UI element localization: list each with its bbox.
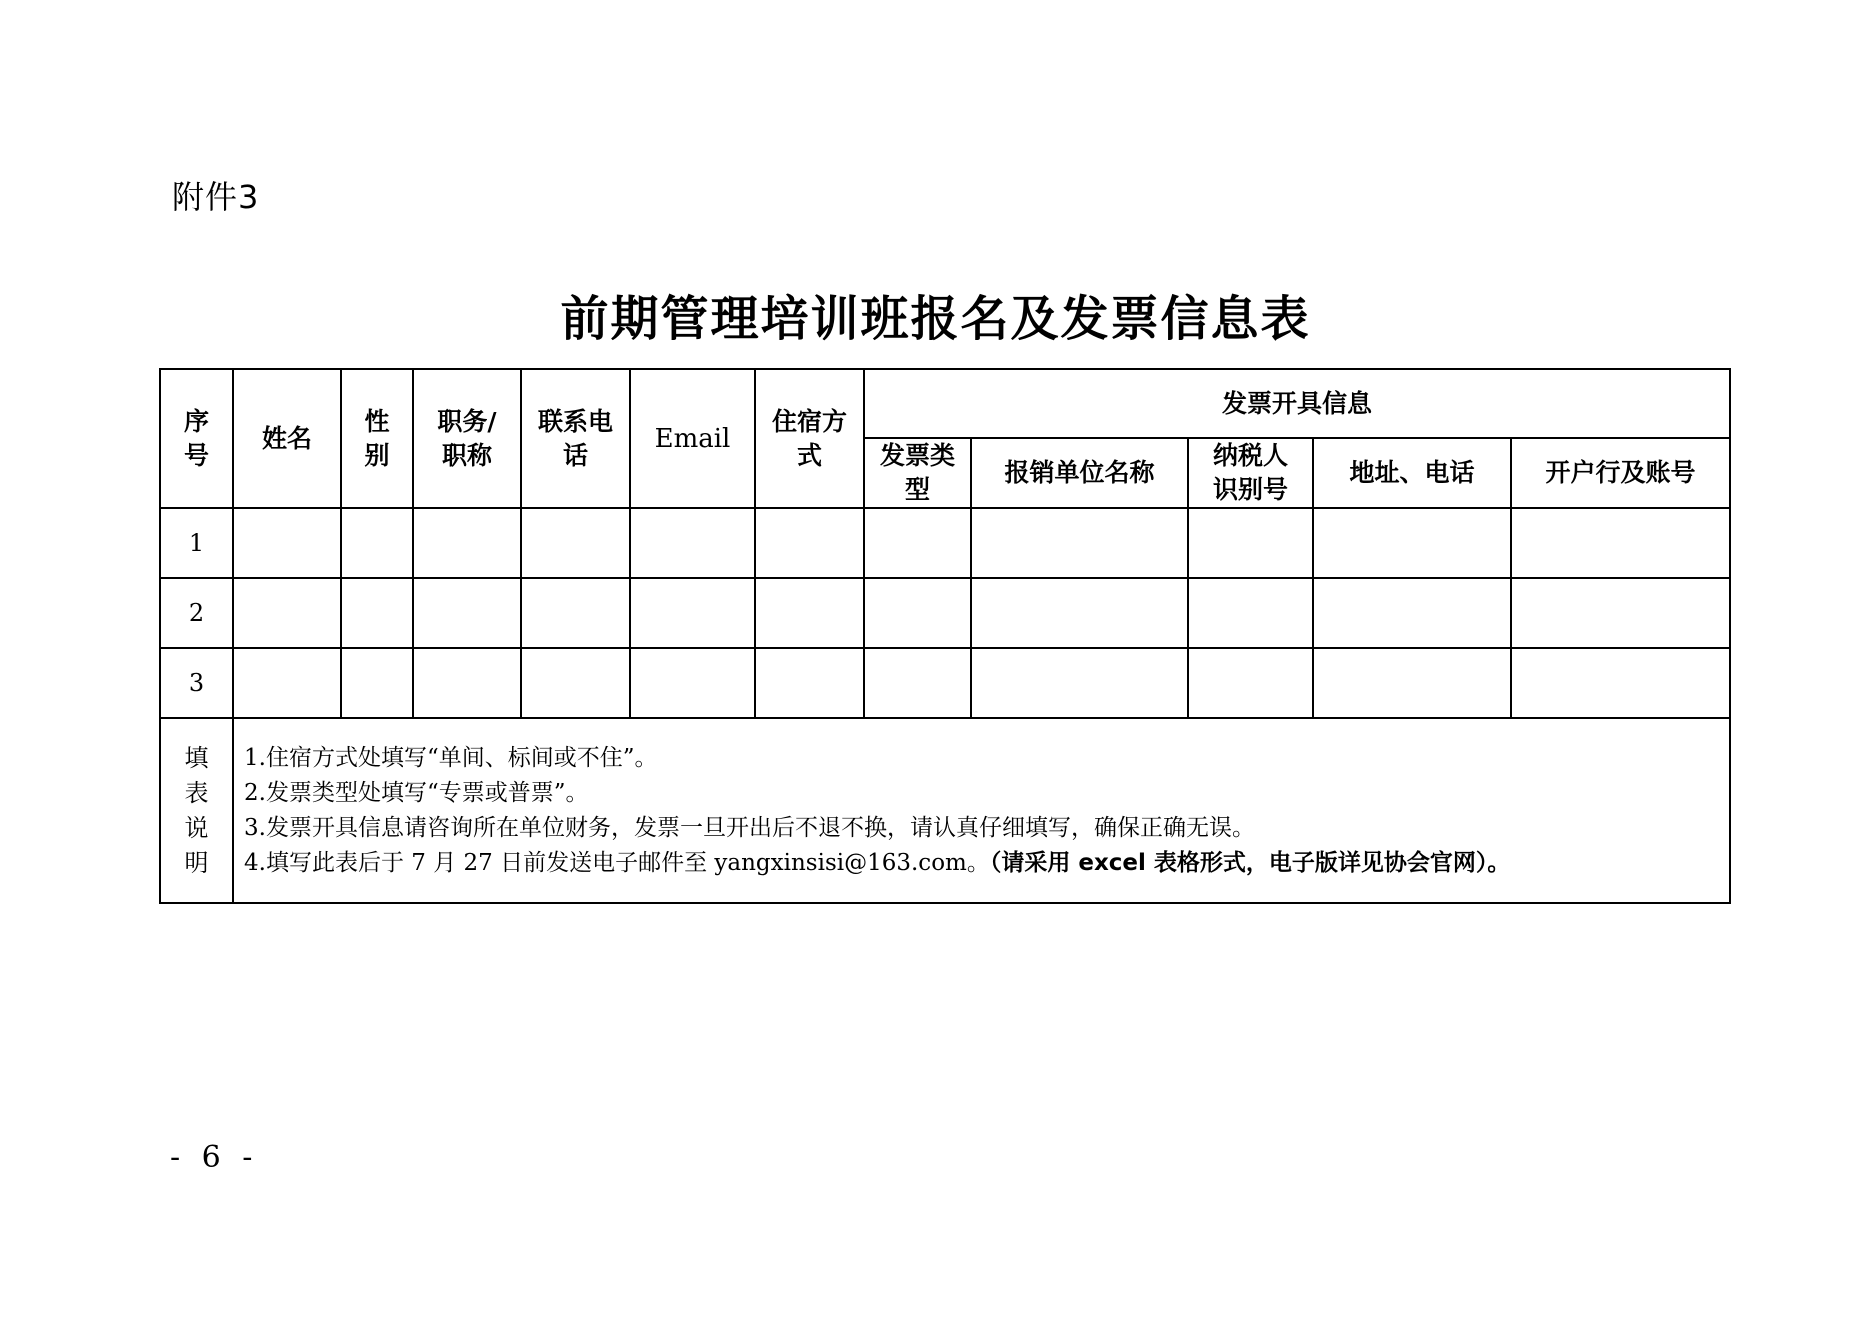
header-position	[413, 369, 521, 508]
header-bank-account-text: 开户行及账号	[1545, 458, 1696, 487]
header-invoice-group	[864, 369, 1730, 438]
notes-content	[233, 718, 1730, 903]
gender-cell[interactable]	[341, 648, 413, 718]
phone-cell[interactable]	[521, 508, 630, 578]
notes-label	[160, 718, 233, 903]
header-address-phone-text: 地址、电话	[1349, 458, 1475, 487]
lodging-cell[interactable]	[755, 508, 864, 578]
email-cell[interactable]	[630, 508, 755, 578]
email-cell[interactable]	[630, 648, 755, 718]
notes-label-char: 表	[184, 778, 209, 807]
attachment-label: 附件3	[172, 178, 260, 216]
bank-account-cell[interactable]	[1511, 508, 1730, 578]
header-seq-line2: 号	[183, 440, 209, 470]
table-row	[160, 648, 1730, 718]
header-bank-account	[1511, 438, 1730, 508]
registration-table	[159, 368, 1731, 904]
note-line-4-plain: 4.填写此表后于 7 月 27 日前发送电子邮件至 yangxinsisi@163.com。	[244, 849, 990, 876]
header-tax-id-line2: 识别号	[1212, 475, 1288, 504]
invoice-type-cell[interactable]	[864, 578, 971, 648]
gender-cell[interactable]	[341, 508, 413, 578]
gender-cell[interactable]	[341, 578, 413, 648]
header-phone-line1: 联系电	[537, 406, 613, 436]
name-cell[interactable]	[233, 648, 341, 718]
header-name-text: 姓名	[261, 423, 312, 453]
header-gender-line2: 别	[364, 440, 390, 470]
note-line-4	[244, 846, 1729, 881]
page-number: - 6 -	[170, 1140, 259, 1175]
position-cell[interactable]	[413, 578, 521, 648]
header-invoice-type-line1: 发票类	[879, 441, 955, 470]
note-line-3: 3.发票开具信息请咨询所在单位财务，发票一旦开出后不退不换，请认真仔细填写，确保正确无误。	[244, 814, 1255, 841]
document-title: 前期管理培训班报名及发票信息表	[560, 291, 1311, 347]
header-tax-id	[1188, 438, 1313, 508]
name-cell[interactable]	[233, 508, 341, 578]
header-seq-line1: 序	[183, 406, 209, 436]
email-cell[interactable]	[630, 578, 755, 648]
notes-label-char: 说	[184, 813, 209, 842]
note-line-1: 1.住宿方式处填写“单间、标间或不住”。	[244, 744, 658, 771]
address-phone-cell[interactable]	[1313, 508, 1511, 578]
header-lodging	[755, 369, 864, 508]
bank-account-cell[interactable]	[1511, 648, 1730, 718]
header-company-text: 报销单位名称	[1004, 458, 1155, 487]
phone-cell[interactable]	[521, 578, 630, 648]
header-name	[233, 369, 341, 508]
notes-row	[160, 718, 1730, 903]
company-cell[interactable]	[971, 508, 1188, 578]
header-row-1	[160, 369, 1730, 438]
note-line-2: 2.发票类型处填写“专票或普票”。	[244, 779, 589, 806]
invoice-type-cell[interactable]	[864, 648, 971, 718]
row-seq: 3	[160, 648, 233, 718]
notes-label-char: 填	[184, 743, 209, 772]
notes-label-char: 明	[184, 848, 209, 877]
position-cell[interactable]	[413, 648, 521, 718]
phone-cell[interactable]	[521, 648, 630, 718]
header-email-text: Email	[654, 423, 731, 454]
tax-id-cell[interactable]	[1188, 648, 1313, 718]
row-seq: 2	[160, 578, 233, 648]
tax-id-cell[interactable]	[1188, 508, 1313, 578]
header-lodging-line2: 式	[796, 440, 822, 470]
company-cell[interactable]	[971, 648, 1188, 718]
header-position-line1: 职务/	[437, 406, 497, 436]
header-gender-line1: 性	[364, 406, 390, 436]
name-cell[interactable]	[233, 578, 341, 648]
header-phone-line2: 话	[562, 440, 588, 470]
header-invoice-type	[864, 438, 971, 508]
row-seq: 1	[160, 508, 233, 578]
invoice-type-cell[interactable]	[864, 508, 971, 578]
header-seq	[160, 369, 233, 508]
header-lodging-line1: 住宿方	[771, 406, 847, 436]
header-tax-id-line1: 纳税人	[1212, 441, 1288, 470]
header-email	[630, 369, 755, 508]
header-invoice-group-text: 发票开具信息	[1222, 388, 1373, 418]
lodging-cell[interactable]	[755, 578, 864, 648]
address-phone-cell[interactable]	[1313, 648, 1511, 718]
position-cell[interactable]	[413, 508, 521, 578]
lodging-cell[interactable]	[755, 648, 864, 718]
table-row	[160, 508, 1730, 578]
header-gender	[341, 369, 413, 508]
address-phone-cell[interactable]	[1313, 578, 1511, 648]
header-address-phone	[1313, 438, 1511, 508]
bank-account-cell[interactable]	[1511, 578, 1730, 648]
company-cell[interactable]	[971, 578, 1188, 648]
header-company	[971, 438, 1188, 508]
header-phone	[521, 369, 630, 508]
table-row	[160, 578, 1730, 648]
tax-id-cell[interactable]	[1188, 578, 1313, 648]
header-position-line2: 职称	[441, 440, 492, 470]
note-line-4-bold: （请采用 excel 表格形式，电子版详见协会官网）。	[989, 849, 1511, 876]
header-invoice-type-line2: 型	[904, 475, 930, 504]
